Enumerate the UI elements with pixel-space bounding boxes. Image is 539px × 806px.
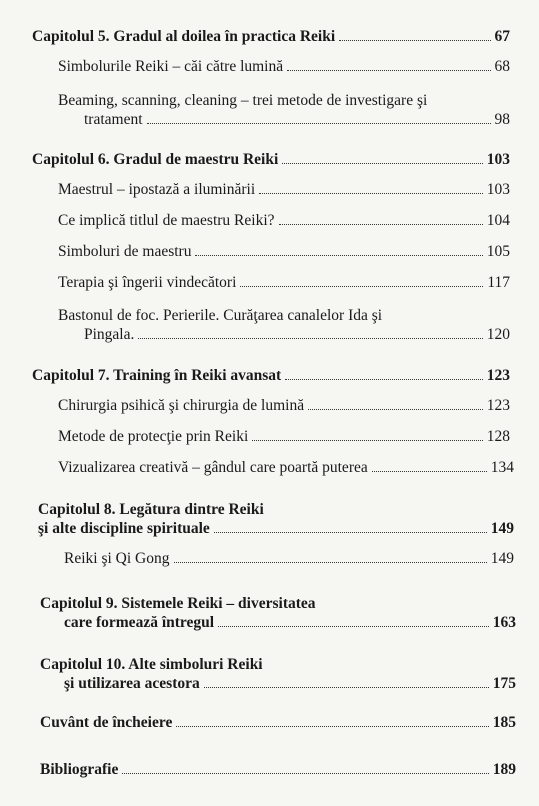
toc-label-line-1: Capitolul 8. Legătura dintre Reiki: [38, 501, 264, 518]
toc-entry-chapter-7: [32, 366, 510, 385]
dot-leader: [138, 338, 482, 339]
toc-entry-section: [58, 180, 510, 199]
dot-leader: [218, 626, 489, 627]
toc-entry-section: [58, 242, 510, 261]
toc-entry-bibliography: [40, 760, 516, 779]
dot-leader: [176, 726, 488, 727]
dot-leader: [122, 773, 488, 774]
toc-label-line-1: Bastonul de foc. Perierile. Curăţarea canalelor Ida şi: [58, 307, 383, 324]
toc-page-number: 189: [492, 761, 516, 778]
toc-label-line-2: Pingala.: [84, 326, 135, 343]
toc-page-number: 68: [494, 58, 510, 75]
toc-label-line-2: tratament: [84, 111, 143, 128]
toc-label-line-2: şi alte discipline spirituale: [38, 520, 210, 537]
toc-page-number: 123: [486, 367, 510, 384]
toc-label: Metode de protecţie prin Reiki: [58, 428, 249, 445]
dot-leader: [147, 123, 491, 124]
toc-page-number: 105: [486, 243, 510, 260]
dot-leader: [252, 440, 483, 441]
dot-leader: [339, 40, 490, 41]
dot-leader: [287, 70, 490, 71]
toc-page-number: 123: [486, 397, 510, 414]
toc-entry-epilogue: [40, 713, 516, 732]
toc-label: Simbolurile Reiki – căi către lumină: [58, 58, 284, 75]
toc-label: Capitolul 5. Gradul al doilea în practica Reiki: [32, 28, 336, 45]
dot-leader: [174, 562, 487, 563]
dot-leader: [259, 193, 483, 194]
toc-entry-chapter-9: [40, 594, 516, 632]
toc-entry-chapter-10: [40, 655, 516, 693]
toc-entry-chapter-5: [32, 27, 510, 46]
toc-page-number: 117: [487, 274, 510, 291]
toc-label: Simboluri de maestru: [58, 243, 192, 260]
toc-label-line-2: care formează întregul: [64, 614, 215, 631]
toc-entry-section: [58, 427, 510, 446]
toc-page-number: 104: [486, 212, 510, 229]
toc-page-number: 103: [486, 151, 510, 168]
dot-leader: [282, 163, 482, 164]
dot-leader: [204, 687, 489, 688]
toc-label-line-1: Capitolul 9. Sistemele Reiki – diversitatea: [40, 595, 316, 612]
toc-label: Reiki şi Qi Gong: [64, 550, 170, 567]
dot-leader: [279, 224, 483, 225]
toc-page-number: 163: [492, 614, 516, 631]
toc-label: Vizualizarea creativă – gândul care poartă puterea: [58, 459, 368, 476]
toc-entry-section: [58, 396, 510, 415]
dot-leader: [214, 532, 487, 533]
toc-label: Ce implică titlul de maestru Reiki?: [58, 212, 275, 229]
toc-label: Maestrul – ipostază a iluminării: [58, 181, 256, 198]
toc-page-number: 98: [494, 111, 510, 128]
toc-page-number: 185: [492, 714, 516, 731]
toc-label-line-1: Capitolul 10. Alte simboluri Reiki: [40, 656, 263, 673]
toc-entry-section: [58, 91, 510, 129]
toc-page-number: 149: [490, 520, 514, 537]
dot-leader: [285, 379, 483, 380]
toc-entry-section: [58, 57, 510, 76]
toc-label: Terapia şi îngerii vindecători: [58, 274, 237, 291]
dot-leader: [240, 286, 483, 287]
toc-entry-section: [64, 549, 514, 568]
dot-leader: [308, 409, 483, 410]
toc-label-line-1: Beaming, scanning, cleaning – trei metode de investigare şi: [58, 92, 428, 109]
toc-page-number: 134: [490, 459, 514, 476]
toc-label: Chirurgia psihică şi chirurgia de lumină: [58, 397, 305, 414]
toc-page-number: 128: [486, 428, 510, 445]
toc-entry-section: [58, 306, 510, 344]
toc-entry-section: [58, 273, 510, 292]
toc-entry-section: [58, 458, 514, 477]
dot-leader: [372, 471, 487, 472]
toc-entry-chapter-8: [38, 500, 514, 538]
toc-entry-chapter-6: [32, 150, 510, 169]
toc-label: Capitolul 7. Training în Reiki avansat: [32, 367, 282, 384]
toc-label-line-2: şi utilizarea acestora: [64, 675, 200, 692]
dot-leader: [195, 255, 482, 256]
toc-page-number: 103: [486, 181, 510, 198]
toc-label: Bibliografie: [40, 761, 119, 778]
toc-entry-section: [58, 211, 510, 230]
toc-page-number: 120: [486, 326, 510, 343]
toc-label: Capitolul 6. Gradul de maestru Reiki: [32, 151, 279, 168]
toc-page-number: 67: [494, 28, 510, 45]
toc-label: Cuvânt de încheiere: [40, 714, 173, 731]
toc-page-number: 175: [492, 675, 516, 692]
toc-page-number: 149: [490, 550, 514, 567]
